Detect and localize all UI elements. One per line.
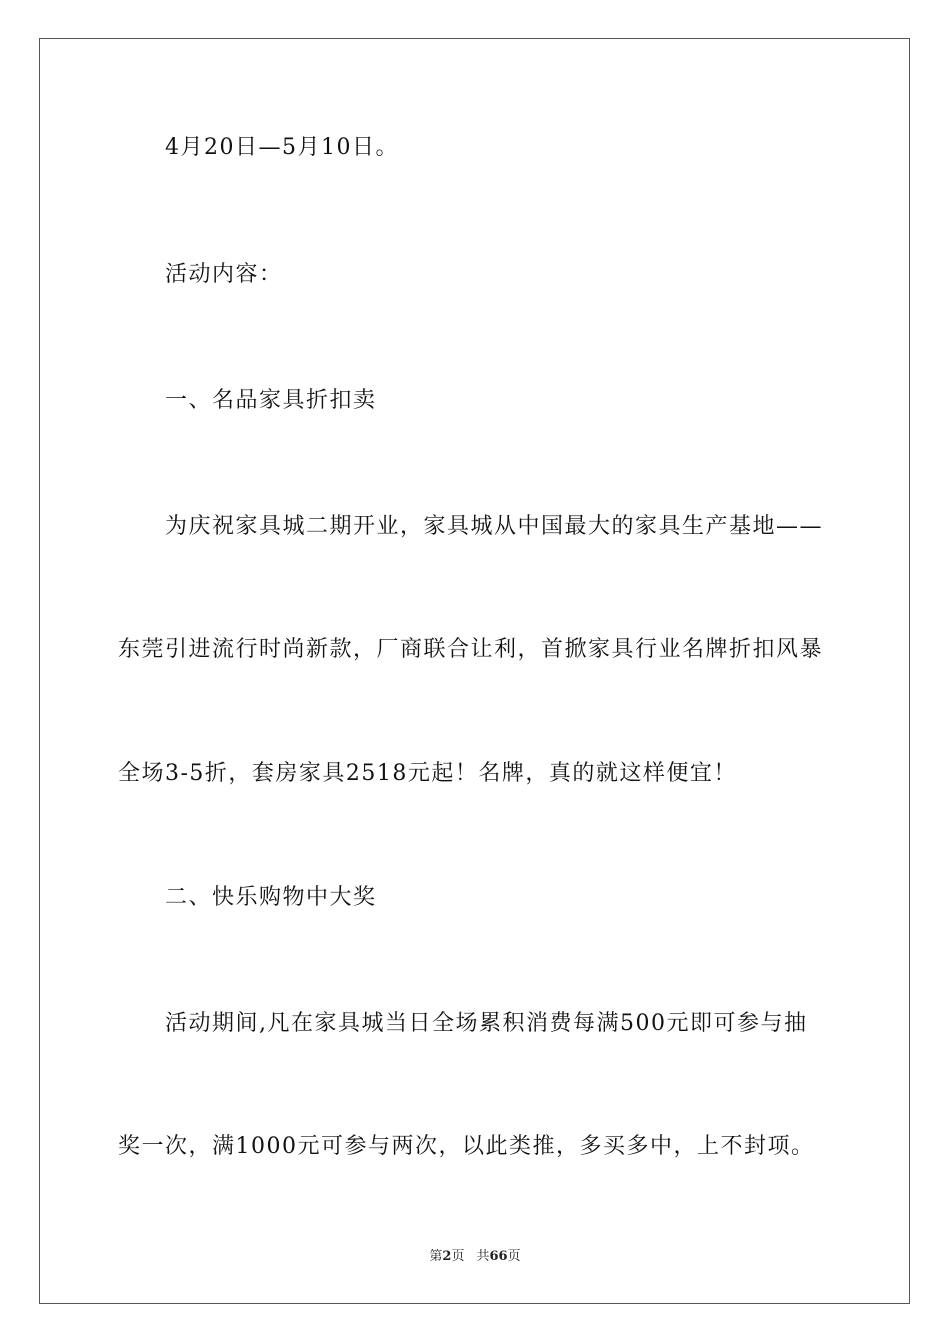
page-suffix: 页 xyxy=(451,1249,465,1264)
paragraph-line-5: 奖一次，满1000元可参与两次，以此类推，多买多中，上不封项。 xyxy=(118,1134,815,1159)
total-suffix: 页 xyxy=(507,1249,521,1264)
page-footer xyxy=(0,1248,950,1266)
section-two-heading: 二、快乐购物中大奖 xyxy=(165,885,377,910)
activity-content-heading: 活动内容： xyxy=(165,262,283,287)
page-number: 2 xyxy=(442,1249,452,1264)
total-prefix: 共 xyxy=(476,1249,490,1264)
paragraph-line-4: 活动期间,凡在家具城当日全场累积消费每满500元即可参与抽 xyxy=(165,1011,808,1036)
paragraph-line-1: 为庆祝家具城二期开业，家具城从中国最大的家具生产基地—— xyxy=(165,514,824,539)
section-one-heading: 一、名品家具折扣卖 xyxy=(165,388,377,413)
paragraph-line-3: 全场3-5折，套房家具2518元起！名牌，真的就这样便宜！ xyxy=(118,761,737,786)
total-pages: 66 xyxy=(489,1249,508,1264)
page-prefix: 第 xyxy=(429,1249,443,1264)
page-border xyxy=(39,38,910,1304)
date-range-line: 4月20日—5月10日。 xyxy=(165,135,399,160)
paragraph-line-2: 东莞引进流行时尚新款，厂商联合让利，首掀家具行业名牌折扣风暴 xyxy=(118,637,824,662)
